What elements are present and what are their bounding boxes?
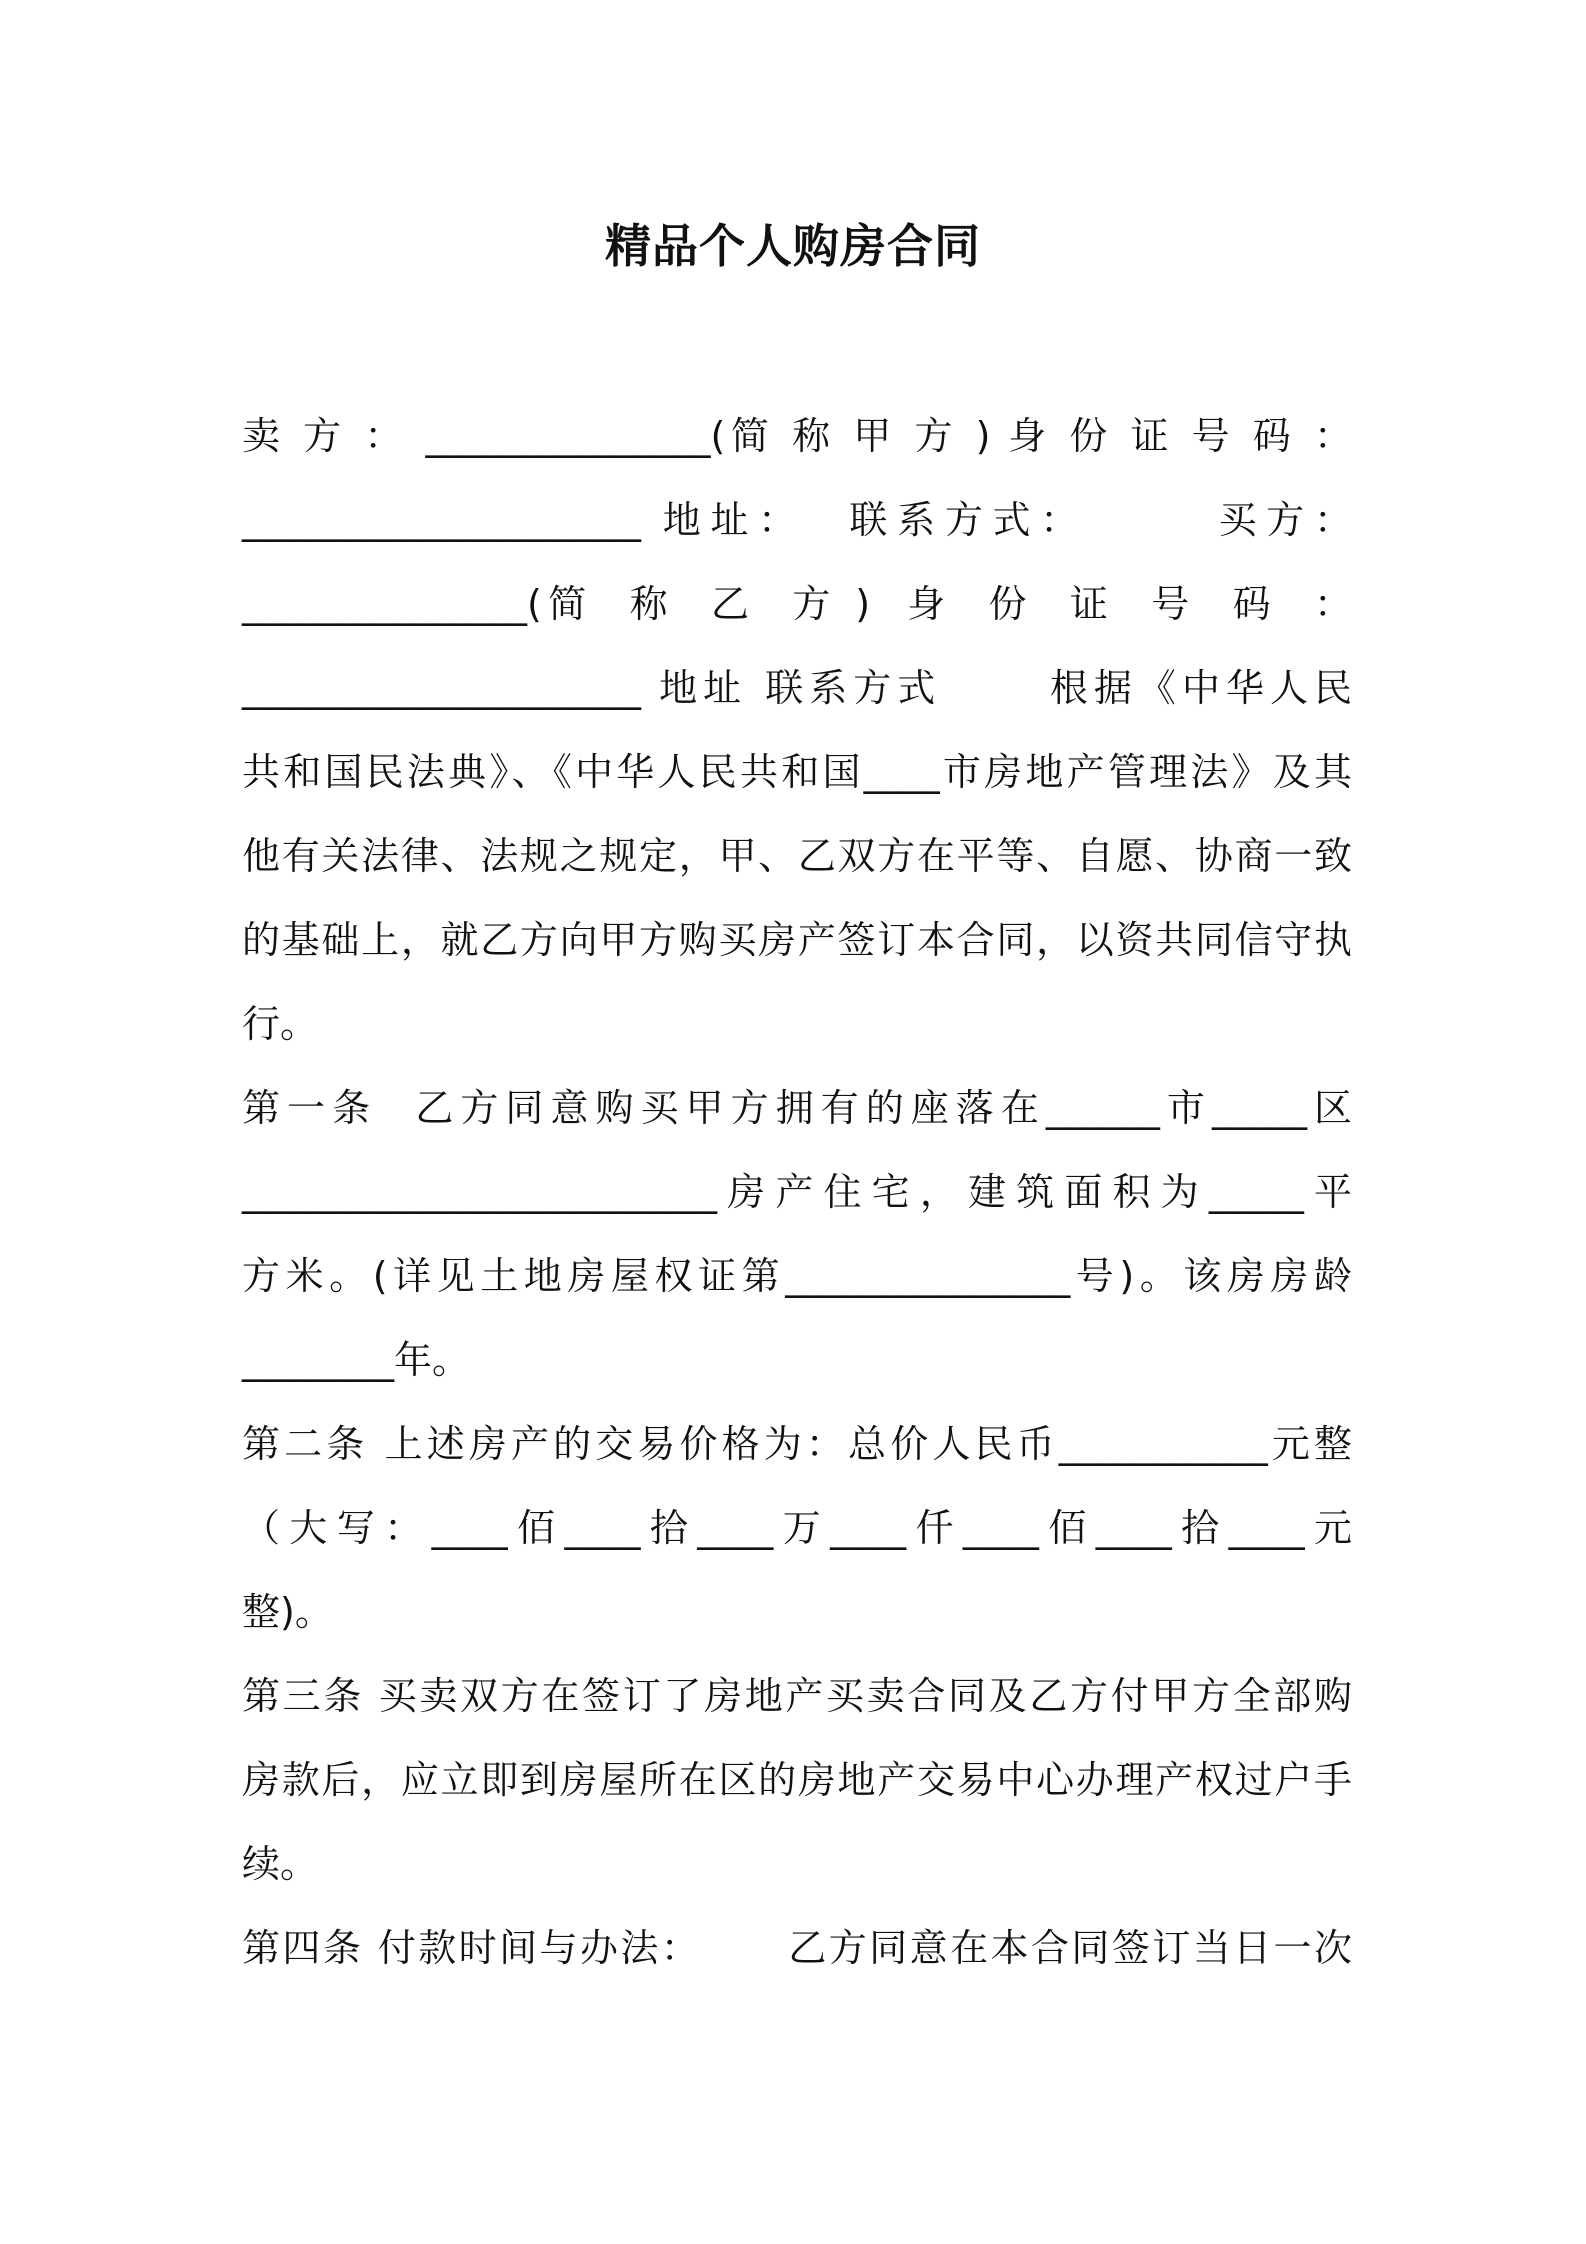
- article-2-line-1: 第二条 上述房产的交易价格为：总价人民币___________元整: [242, 1422, 1352, 1466]
- article-3-line-1: 第三条 买卖双方在签订了房地产买卖合同及乙方付甲方全部购: [242, 1674, 1352, 1718]
- text-line-2: _____________________ 地址： 联系方式： 买方：: [242, 498, 1352, 542]
- text-line-7: 的基础上，就乙方向甲方购买房产签订本合同，以资共同信守执: [242, 918, 1352, 962]
- article-1-line-1: 第一条 乙方同意购买甲方拥有的座落在______市_____区: [242, 1086, 1352, 1130]
- text-line-6: 他有关法律、法规之规定，甲、乙双方在平等、自愿、协商一致: [242, 834, 1352, 878]
- text-line-1: 卖 方 ： _______________(简 称 甲 方 ) 身 份 证 号 码 ：: [242, 414, 1352, 458]
- article-1-line-2: _________________________房产住宅，建筑面积为_____平: [242, 1170, 1352, 1214]
- text-line-4: _____________________ 地址 联系方式 根据《中华人民: [242, 666, 1352, 710]
- article-2-line-3: 整)。: [242, 1590, 333, 1634]
- article-3-line-2: 房款后，应立即到房屋所在区的房地产交易中心办理产权过户手: [242, 1758, 1352, 1802]
- article-3-line-3: 续。: [242, 1842, 319, 1886]
- text-line-5: 共和国民法典》、《中华人民共和国____市房地产管理法》及其: [242, 750, 1352, 794]
- article-2-line-2: （大写：____佰____拾____万____仟____佰____拾____元: [242, 1506, 1352, 1550]
- document-title: 精品个人购房合同: [605, 219, 981, 273]
- text-line-8: 行。: [242, 1002, 319, 1046]
- article-1-line-4: ________年。: [242, 1338, 471, 1382]
- article-4-line-1: 第四条 付款时间与办法： 乙方同意在本合同签订当日一次: [242, 1926, 1352, 1970]
- text-line-3: _______________(简 称 乙 方 ) 身 份 证 号 码 ：: [242, 582, 1352, 626]
- article-1-line-3: 方米。(详见土地房屋权证第_______________号)。该房房龄: [242, 1254, 1352, 1298]
